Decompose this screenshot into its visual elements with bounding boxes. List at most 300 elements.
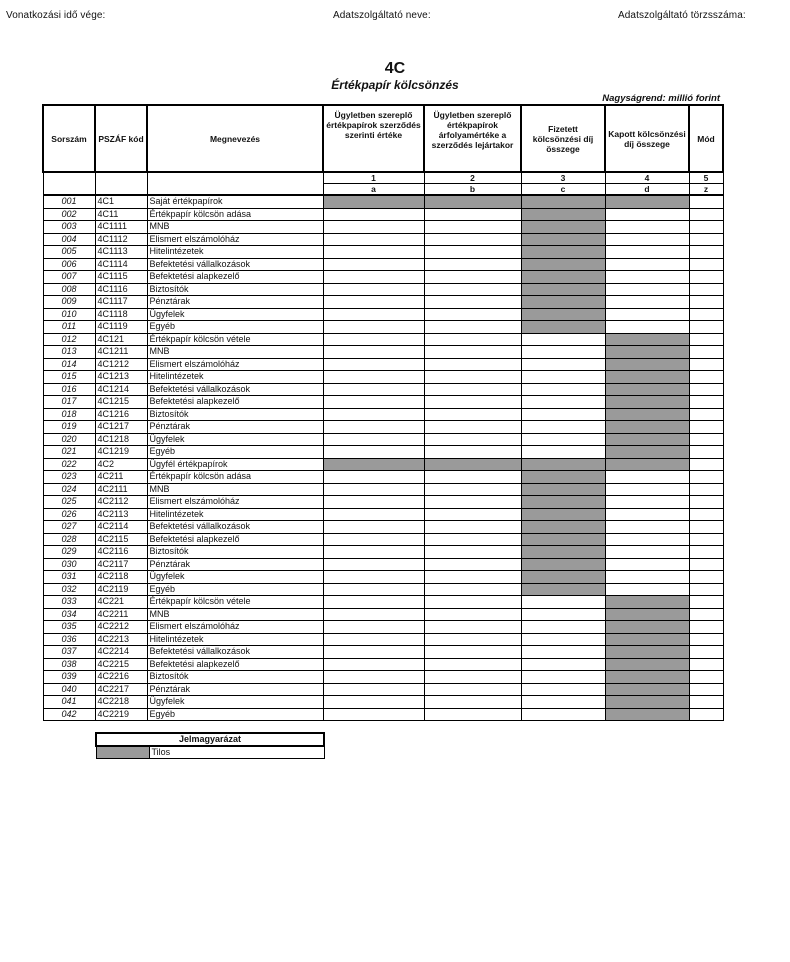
value-cell[interactable] [323, 446, 424, 459]
row-name: Egyéb [147, 708, 323, 721]
value-cell[interactable] [521, 383, 605, 396]
row-name: Ügyfelek [147, 308, 323, 321]
row-number: 024 [43, 483, 95, 496]
table-row [43, 208, 723, 221]
value-cell[interactable] [689, 383, 723, 396]
row-code: 4C2114 [95, 521, 147, 534]
value-cell[interactable] [689, 521, 723, 534]
row-code: 4C1118 [95, 308, 147, 321]
table-row [43, 558, 723, 571]
value-cell[interactable] [424, 696, 521, 709]
value-cell[interactable] [424, 208, 521, 221]
value-cell[interactable] [689, 283, 723, 296]
value-cell[interactable] [521, 596, 605, 609]
value-cell[interactable] [689, 608, 723, 621]
row-number: 040 [43, 683, 95, 696]
row-name: Pénztárak [147, 558, 323, 571]
value-cell[interactable] [689, 546, 723, 559]
value-cell[interactable] [605, 283, 689, 296]
value-cell[interactable] [424, 296, 521, 309]
value-cell [521, 271, 605, 284]
row-number: 036 [43, 633, 95, 646]
row-code: 4C1212 [95, 358, 147, 371]
value-cell[interactable] [689, 208, 723, 221]
row-number: 031 [43, 571, 95, 584]
row-number: 038 [43, 658, 95, 671]
row-number: 034 [43, 608, 95, 621]
value-cell[interactable] [424, 496, 521, 509]
row-code: 4C2213 [95, 633, 147, 646]
value-cell[interactable] [323, 246, 424, 259]
provider-id-label: Adatszolgáltató törzsszáma: [618, 10, 746, 21]
value-cell[interactable] [605, 571, 689, 584]
value-cell[interactable] [689, 321, 723, 334]
value-cell[interactable] [323, 558, 424, 571]
row-number: 002 [43, 208, 95, 221]
row-number: 035 [43, 621, 95, 634]
row-number: 011 [43, 321, 95, 334]
value-cell[interactable] [689, 496, 723, 509]
value-cell[interactable] [689, 371, 723, 384]
table-row [43, 571, 723, 584]
value-cell[interactable] [689, 633, 723, 646]
value-cell[interactable] [424, 558, 521, 571]
value-cell[interactable] [689, 246, 723, 259]
value-cell[interactable] [323, 421, 424, 434]
value-cell[interactable] [521, 396, 605, 409]
value-cell[interactable] [521, 646, 605, 659]
row-code: 4C2118 [95, 571, 147, 584]
value-cell [521, 258, 605, 271]
value-cell[interactable] [323, 533, 424, 546]
row-code: 4C1219 [95, 446, 147, 459]
value-cell[interactable] [323, 396, 424, 409]
provider-name-label: Adatszolgáltató neve: [333, 10, 431, 21]
table-row [43, 658, 723, 671]
row-code: 4C2117 [95, 558, 147, 571]
value-cell[interactable] [689, 195, 723, 208]
row-name: Pénztárak [147, 683, 323, 696]
row-name: Biztosítók [147, 671, 323, 684]
value-cell[interactable] [521, 371, 605, 384]
value-cell[interactable] [521, 358, 605, 371]
value-cell[interactable] [689, 533, 723, 546]
value-cell[interactable] [323, 683, 424, 696]
value-cell[interactable] [424, 358, 521, 371]
value-cell[interactable] [689, 408, 723, 421]
value-cell[interactable] [323, 346, 424, 359]
table-body [43, 195, 723, 721]
value-cell[interactable] [323, 283, 424, 296]
table-row [43, 621, 723, 634]
value-cell [605, 683, 689, 696]
row-name: Hitelintézetek [147, 508, 323, 521]
value-cell[interactable] [323, 583, 424, 596]
value-cell[interactable] [605, 483, 689, 496]
value-cell[interactable] [521, 696, 605, 709]
row-code: 4C1215 [95, 396, 147, 409]
value-cell [605, 195, 689, 208]
value-cell[interactable] [323, 296, 424, 309]
value-cell[interactable] [605, 496, 689, 509]
value-cell[interactable] [521, 621, 605, 634]
value-cell[interactable] [323, 646, 424, 659]
value-cell[interactable] [521, 421, 605, 434]
value-cell[interactable] [424, 571, 521, 584]
value-cell [605, 671, 689, 684]
value-cell[interactable] [521, 408, 605, 421]
row-code: 4C2119 [95, 583, 147, 596]
value-cell [521, 195, 605, 208]
value-cell[interactable] [689, 333, 723, 346]
value-cell[interactable] [323, 621, 424, 634]
value-cell[interactable] [323, 383, 424, 396]
row-code: 4C1213 [95, 371, 147, 384]
row-name: Biztosítók [147, 546, 323, 559]
value-cell[interactable] [323, 596, 424, 609]
row-code: 4C121 [95, 333, 147, 346]
value-cell [605, 346, 689, 359]
value-cell [605, 333, 689, 346]
value-cell [521, 308, 605, 321]
value-cell[interactable] [424, 508, 521, 521]
table-row [43, 221, 723, 234]
value-cell[interactable] [689, 346, 723, 359]
value-cell[interactable] [323, 221, 424, 234]
row-name: Befektetési alapkezelő [147, 533, 323, 546]
value-cell [521, 221, 605, 234]
value-cell[interactable] [689, 671, 723, 684]
value-cell[interactable] [323, 571, 424, 584]
row-number: 026 [43, 508, 95, 521]
value-cell[interactable] [323, 333, 424, 346]
value-cell[interactable] [521, 333, 605, 346]
col-letter: z [689, 184, 723, 196]
value-cell[interactable] [323, 708, 424, 721]
value-cell[interactable] [689, 483, 723, 496]
value-cell[interactable] [424, 333, 521, 346]
value-cell[interactable] [424, 258, 521, 271]
row-name: Biztosítók [147, 283, 323, 296]
value-cell[interactable] [424, 246, 521, 259]
value-cell [521, 321, 605, 334]
col-letter: d [605, 184, 689, 196]
row-number: 012 [43, 333, 95, 346]
value-cell[interactable] [605, 508, 689, 521]
value-cell[interactable] [323, 321, 424, 334]
value-cell[interactable] [424, 346, 521, 359]
value-cell[interactable] [424, 321, 521, 334]
header-col2: Ügyletben szereplő értékpapírok árfolyamértéke a szerződés lejártakor [424, 105, 521, 172]
value-cell [521, 296, 605, 309]
value-cell[interactable] [323, 271, 424, 284]
value-cell[interactable] [689, 508, 723, 521]
value-cell[interactable] [424, 546, 521, 559]
value-cell[interactable] [323, 358, 424, 371]
row-code: 4C2215 [95, 658, 147, 671]
row-code: 4C2219 [95, 708, 147, 721]
row-code: 4C1117 [95, 296, 147, 309]
row-number: 015 [43, 371, 95, 384]
value-cell[interactable] [323, 471, 424, 484]
value-cell[interactable] [521, 346, 605, 359]
value-cell[interactable] [424, 608, 521, 621]
value-cell [521, 546, 605, 559]
value-cell [521, 533, 605, 546]
value-cell[interactable] [689, 696, 723, 709]
table-row [43, 671, 723, 684]
value-cell [605, 596, 689, 609]
header-col3: Fizetett kölcsönzési díj összege [521, 105, 605, 172]
value-cell[interactable] [323, 408, 424, 421]
value-cell[interactable] [424, 633, 521, 646]
value-cell[interactable] [605, 296, 689, 309]
header-megnevezes: Megnevezés [147, 105, 323, 172]
row-code: 4C2111 [95, 483, 147, 496]
row-name: Ügyfél értékpapírok [147, 458, 323, 471]
value-cell[interactable] [605, 271, 689, 284]
row-number: 032 [43, 583, 95, 596]
value-cell[interactable] [689, 258, 723, 271]
value-cell[interactable] [689, 433, 723, 446]
value-cell [521, 233, 605, 246]
col-letter: c [521, 184, 605, 196]
value-cell[interactable] [689, 658, 723, 671]
value-cell[interactable] [323, 508, 424, 521]
row-number: 042 [43, 708, 95, 721]
legend-title: Jelmagyarázat [96, 733, 324, 746]
value-cell [605, 708, 689, 721]
table-row [43, 708, 723, 721]
row-number: 037 [43, 646, 95, 659]
value-cell[interactable] [424, 583, 521, 596]
row-name: Elismert elszámolóház [147, 496, 323, 509]
table-row [43, 646, 723, 659]
value-cell[interactable] [424, 271, 521, 284]
value-cell[interactable] [605, 233, 689, 246]
value-cell[interactable] [521, 671, 605, 684]
value-cell [424, 458, 521, 471]
value-cell[interactable] [521, 708, 605, 721]
value-cell[interactable] [689, 683, 723, 696]
table-row [43, 283, 723, 296]
row-name: Egyéb [147, 583, 323, 596]
value-cell[interactable] [323, 671, 424, 684]
header-col1: Ügyletben szereplő értékpapírok szerződés szerinti értéke [323, 105, 424, 172]
value-cell[interactable] [424, 708, 521, 721]
value-cell[interactable] [424, 533, 521, 546]
row-number: 009 [43, 296, 95, 309]
value-cell[interactable] [689, 421, 723, 434]
value-cell[interactable] [605, 471, 689, 484]
value-cell[interactable] [323, 208, 424, 221]
value-cell[interactable] [605, 246, 689, 259]
table-row [43, 483, 723, 496]
value-cell[interactable] [323, 696, 424, 709]
row-code: 4C1214 [95, 383, 147, 396]
value-cell[interactable] [605, 521, 689, 534]
table-row [43, 321, 723, 334]
value-cell[interactable] [689, 271, 723, 284]
table-row [43, 408, 723, 421]
value-cell[interactable] [424, 408, 521, 421]
value-cell[interactable] [323, 433, 424, 446]
value-cell[interactable] [605, 546, 689, 559]
value-cell[interactable] [689, 571, 723, 584]
value-cell[interactable] [323, 308, 424, 321]
value-cell[interactable] [323, 483, 424, 496]
value-cell[interactable] [689, 621, 723, 634]
value-cell[interactable] [605, 533, 689, 546]
row-number: 023 [43, 471, 95, 484]
row-name: Ügyfelek [147, 433, 323, 446]
row-name: MNB [147, 346, 323, 359]
value-cell[interactable] [605, 208, 689, 221]
value-cell[interactable] [689, 396, 723, 409]
row-number: 008 [43, 283, 95, 296]
value-cell[interactable] [605, 258, 689, 271]
unit-label: Nagyságrend: millió forint [602, 93, 720, 104]
row-code: 4C2115 [95, 533, 147, 546]
row-number: 021 [43, 446, 95, 459]
value-cell[interactable] [323, 496, 424, 509]
value-cell[interactable] [323, 233, 424, 246]
col-number: 1 [323, 172, 424, 184]
value-cell[interactable] [605, 583, 689, 596]
row-name: MNB [147, 483, 323, 496]
table-row [43, 233, 723, 246]
row-name: Befektetési vállalkozások [147, 258, 323, 271]
row-name: Értékpapír kölcsön vétele [147, 333, 323, 346]
table-row [43, 608, 723, 621]
value-cell [323, 195, 424, 208]
header-pszaf: PSZÁF kód [95, 105, 147, 172]
value-cell[interactable] [424, 683, 521, 696]
value-cell[interactable] [689, 646, 723, 659]
row-code: 4C1211 [95, 346, 147, 359]
value-cell[interactable] [689, 558, 723, 571]
row-code: 4C1217 [95, 421, 147, 434]
row-name: Befektetési alapkezelő [147, 271, 323, 284]
value-cell[interactable] [689, 296, 723, 309]
value-cell[interactable] [424, 383, 521, 396]
row-code: 4C2214 [95, 646, 147, 659]
row-code: 4C2216 [95, 671, 147, 684]
col-number: 5 [689, 172, 723, 184]
value-cell[interactable] [424, 371, 521, 384]
table-row [43, 508, 723, 521]
value-cell[interactable] [424, 233, 521, 246]
row-name: Elismert elszámolóház [147, 233, 323, 246]
value-cell[interactable] [424, 221, 521, 234]
value-cell[interactable] [424, 521, 521, 534]
value-cell[interactable] [689, 308, 723, 321]
value-cell[interactable] [424, 283, 521, 296]
value-cell[interactable] [689, 471, 723, 484]
value-cell [521, 571, 605, 584]
row-number: 029 [43, 546, 95, 559]
table-row [43, 471, 723, 484]
row-code: 4C2116 [95, 546, 147, 559]
value-cell[interactable] [605, 221, 689, 234]
row-number: 028 [43, 533, 95, 546]
row-name: Befektetési alapkezelő [147, 658, 323, 671]
value-cell[interactable] [323, 658, 424, 671]
value-cell[interactable] [424, 646, 521, 659]
row-number: 025 [43, 496, 95, 509]
value-cell[interactable] [521, 446, 605, 459]
value-cell[interactable] [424, 671, 521, 684]
table-row [43, 358, 723, 371]
value-cell[interactable] [605, 321, 689, 334]
value-cell[interactable] [689, 221, 723, 234]
col-number: 2 [424, 172, 521, 184]
value-cell[interactable] [689, 596, 723, 609]
form-code: 4C [384, 60, 406, 77]
header-sorszam: Sorszám [43, 105, 95, 172]
value-cell[interactable] [424, 596, 521, 609]
row-code: 4C1216 [95, 408, 147, 421]
value-cell[interactable] [323, 608, 424, 621]
row-code: 4C221 [95, 596, 147, 609]
row-name: Pénztárak [147, 296, 323, 309]
value-cell[interactable] [689, 458, 723, 471]
value-cell[interactable] [689, 233, 723, 246]
value-cell[interactable] [689, 583, 723, 596]
value-cell[interactable] [424, 658, 521, 671]
value-cell[interactable] [689, 708, 723, 721]
value-cell[interactable] [323, 633, 424, 646]
table-row [43, 246, 723, 259]
row-code: 4C2112 [95, 496, 147, 509]
value-cell[interactable] [424, 308, 521, 321]
row-number: 016 [43, 383, 95, 396]
row-code: 4C211 [95, 471, 147, 484]
table-row [43, 433, 723, 446]
row-number: 001 [43, 195, 95, 208]
value-cell[interactable] [424, 421, 521, 434]
value-cell [521, 471, 605, 484]
value-cell[interactable] [424, 471, 521, 484]
table-row [43, 308, 723, 321]
value-cell[interactable] [323, 371, 424, 384]
value-cell[interactable] [605, 558, 689, 571]
value-cell[interactable] [424, 396, 521, 409]
value-cell[interactable] [605, 308, 689, 321]
value-cell[interactable] [521, 633, 605, 646]
row-code: 4C1114 [95, 258, 147, 271]
value-cell[interactable] [424, 621, 521, 634]
value-cell[interactable] [521, 683, 605, 696]
row-code: 4C2218 [95, 696, 147, 709]
value-cell[interactable] [323, 258, 424, 271]
value-cell[interactable] [689, 358, 723, 371]
value-cell[interactable] [424, 433, 521, 446]
value-cell[interactable] [521, 608, 605, 621]
row-number: 007 [43, 271, 95, 284]
value-cell[interactable] [521, 433, 605, 446]
row-code: 4C1116 [95, 283, 147, 296]
value-cell[interactable] [323, 521, 424, 534]
table-row [43, 633, 723, 646]
value-cell[interactable] [689, 446, 723, 459]
value-cell[interactable] [424, 446, 521, 459]
row-code: 4C2212 [95, 621, 147, 634]
row-number: 022 [43, 458, 95, 471]
value-cell[interactable] [323, 546, 424, 559]
value-cell[interactable] [424, 483, 521, 496]
value-cell[interactable] [521, 658, 605, 671]
